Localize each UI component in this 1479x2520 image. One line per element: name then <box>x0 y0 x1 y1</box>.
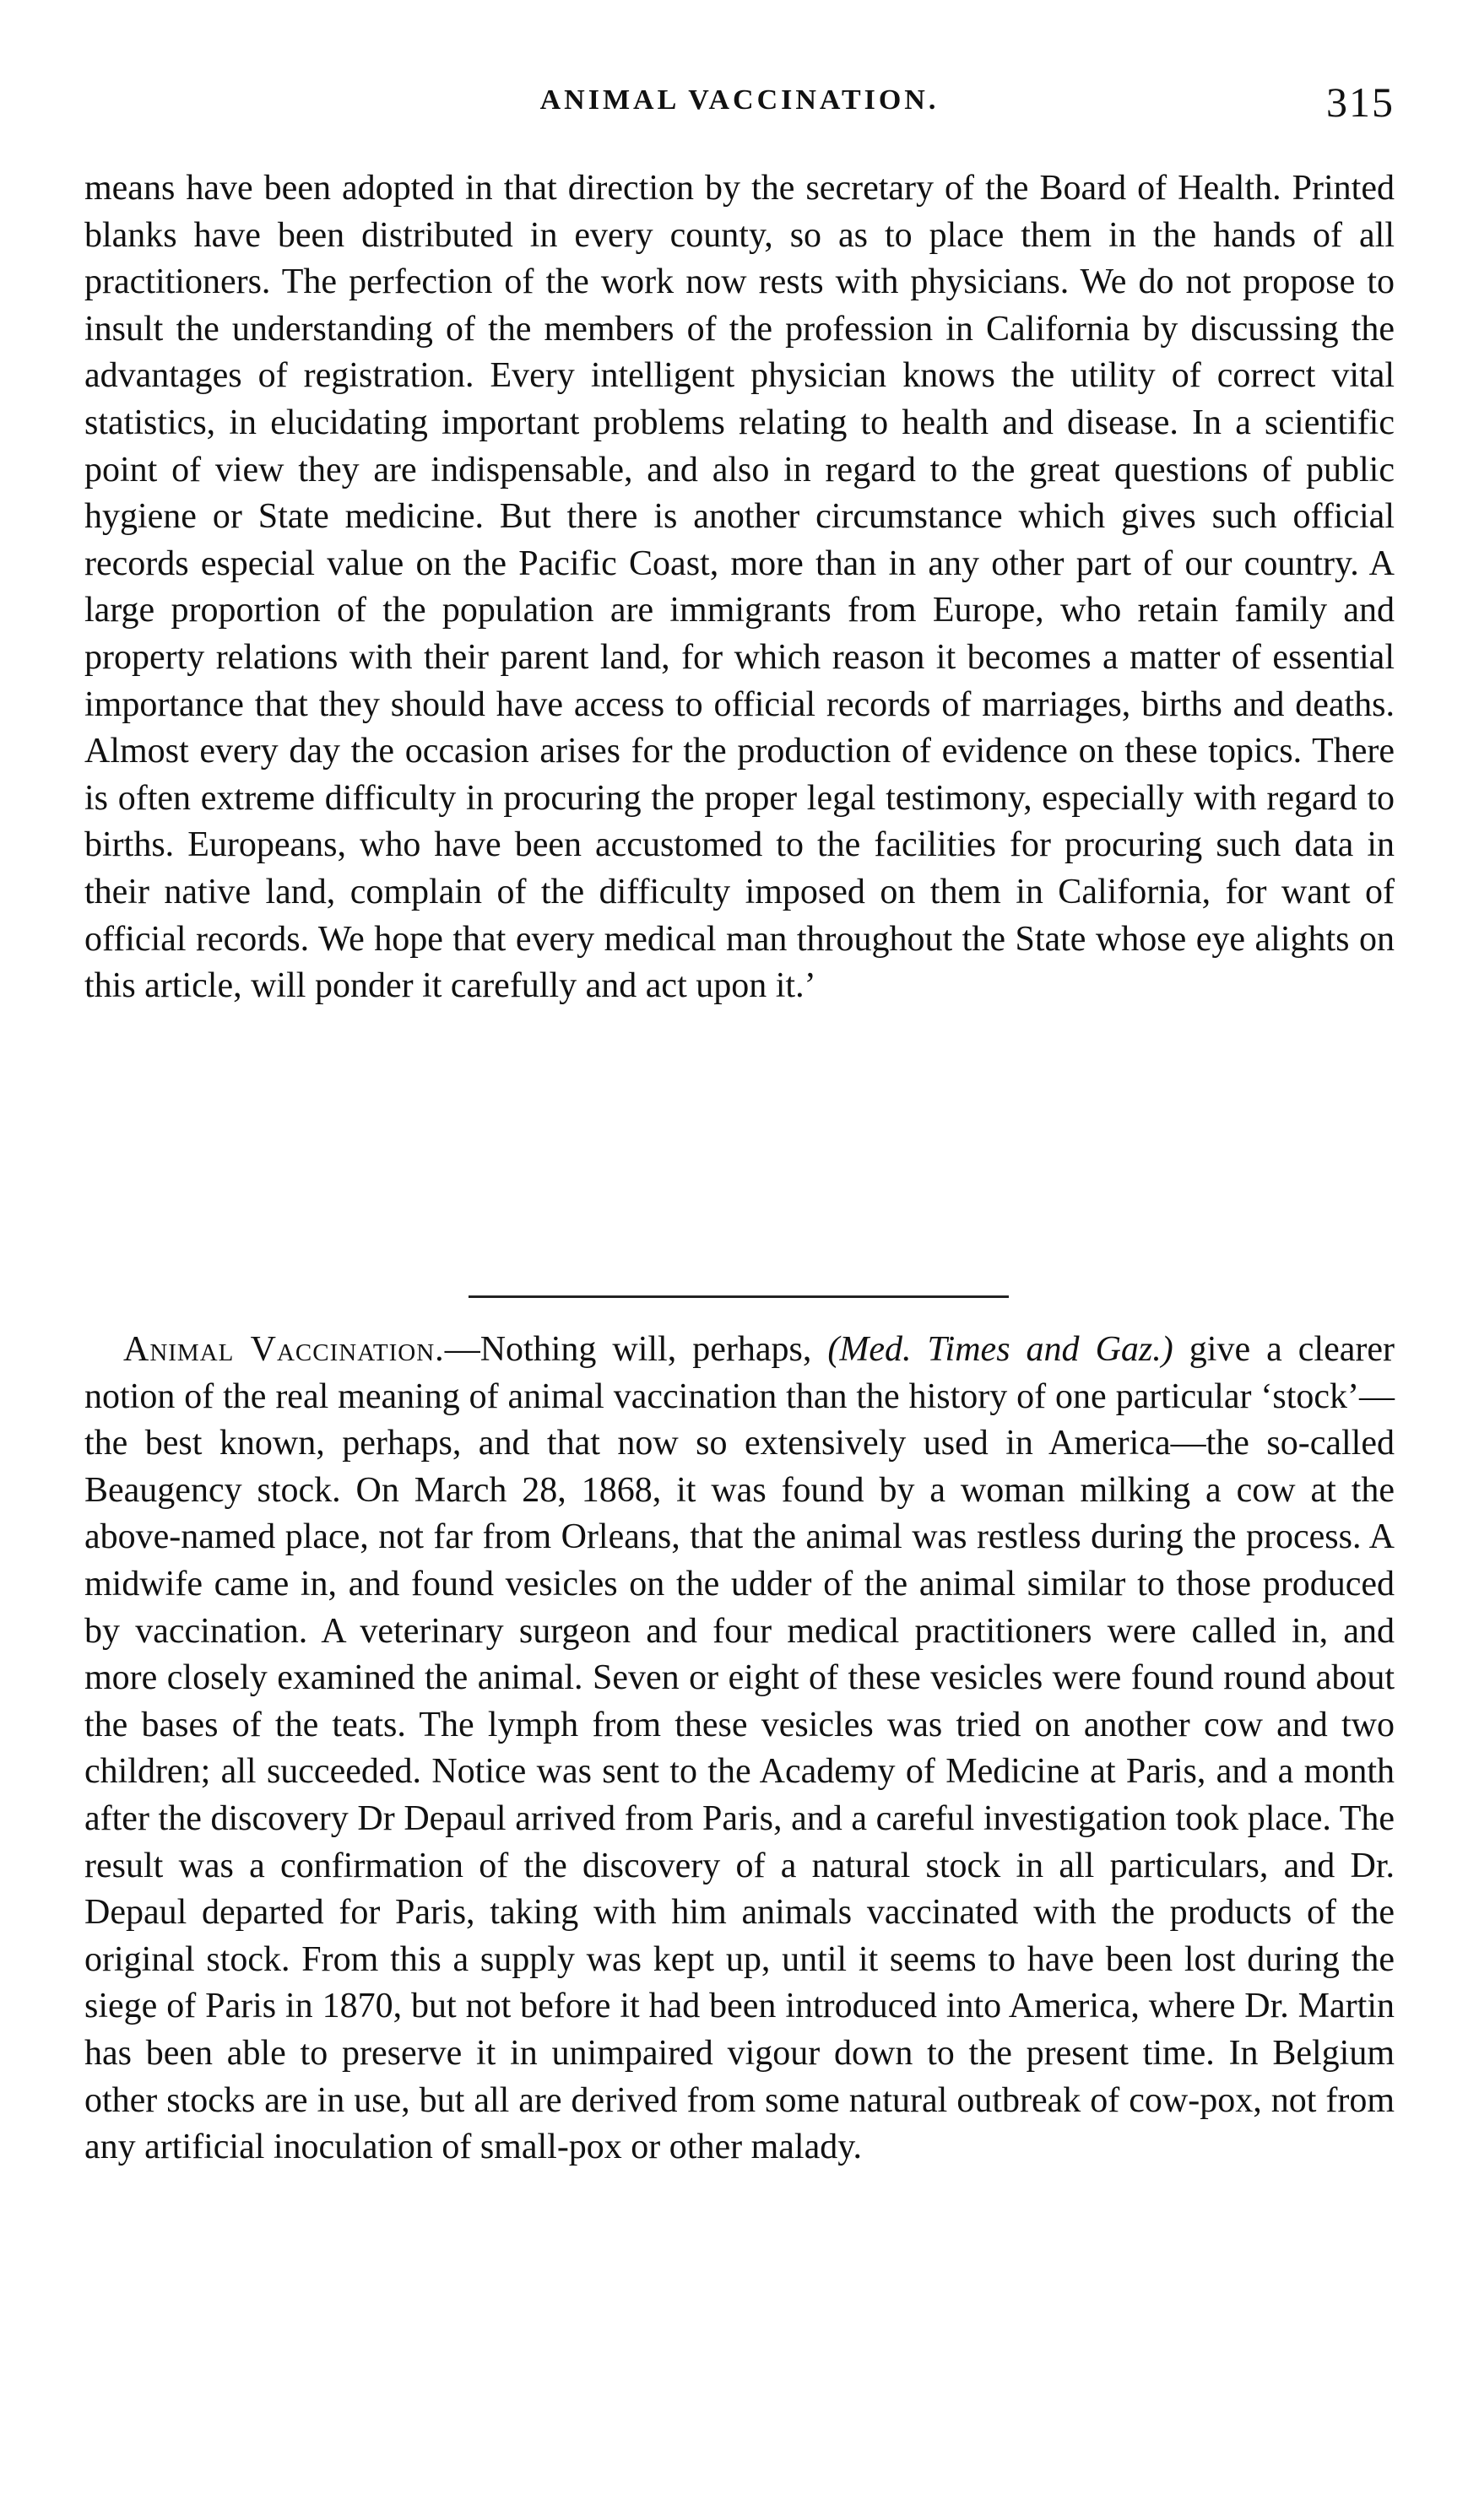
article-body: give a clearer notion of the real meaning of animal vaccination than the history of one particular ‘stock’—the best known, perhaps, and that now so extensively used in America—the so-called Beaugency stock. On March 28, 1868, it was found by a woman milking a cow at the above-named place, not far from Orleans, that the animal was restless during the process. A midwife came in, and found vesicles on the udder of the animal similar to those produced by vaccination. A veterinary surgeon and four medical practitioners were called in, and more closely examined the animal. Seven or eight of these vesicles were found round about the bases of the teats. The lymph from these vesicles was tried on another cow and two children; all succeeded. Notice was sent to the Academy of Medicine at Paris, and a month after the discovery Dr Depaul arrived from Paris, and a careful investigation took place. The result was a confirmation of the discovery of a natural stock in all particulars, and Dr. Depaul departed for Paris, taking with him animals vaccinated with the products of the original stock. From this a supply was kept up, until it seems to have been lost during the siege of Paris in 1870, but not before it had been introduced into America, where Dr. Martin has been able to preserve it in unimpaired vigour down to the present time. In Belgium other stocks are in use, but all are derived from some natural outbreak of cow-pox, not from any artificial inoculation of small-pox or other malady. <box>84 1330 1395 2167</box>
running-title: ANIMAL VACCINATION. <box>539 84 940 116</box>
article-source: (Med. Times and Gaz.) <box>827 1330 1173 1369</box>
article-heading-dash: —Nothing will, perhaps, <box>444 1330 828 1369</box>
page-number: 315 <box>1326 78 1395 126</box>
article-block <box>84 1327 1395 2171</box>
article-heading: Animal Vaccination. <box>123 1330 445 1369</box>
continued-paragraph-block <box>84 165 1395 1010</box>
running-head <box>84 78 1395 128</box>
article-paragraph <box>84 1327 1395 2171</box>
section-divider-rule <box>469 1295 1009 1298</box>
continued-paragraph: means have been adopted in that direction by the secretary of the Board of Health. Printed blanks have been distributed in every county, so as to place them in the hands of all practitioners. The perfection of the work now rests with physicians. We do not propose to insult the understanding of the members of the profession in California by discussing the advantages of registration. Every intelligent physician knows the utility of correct vital statistics, in elucidating important problems relating to health and disease. In a scientific point of view they are indispensable, and also in regard to the great questions of public hygiene or State medicine. But there is another circumstance which gives such official records especial value on the Pacific Coast, more than in any other part of our country. A large proportion of the population are immigrants from Europe, who retain family and property relations with their parent land, for which reason it becomes a matter of essential importance that they should have access to official records of marriages, births and deaths. Almost every day the occasion arises for the production of evidence on these topics. There is often extreme difficulty in procuring the proper legal testimony, especially with regard to births. Europeans, who have been accustomed to the facilities for procuring such data in their native land, complain of the difficulty imposed on them in California, for want of official records. We hope that every medical man throughout the State whose eye alights on this article, will ponder it carefully and act upon it.’ <box>84 169 1395 1006</box>
